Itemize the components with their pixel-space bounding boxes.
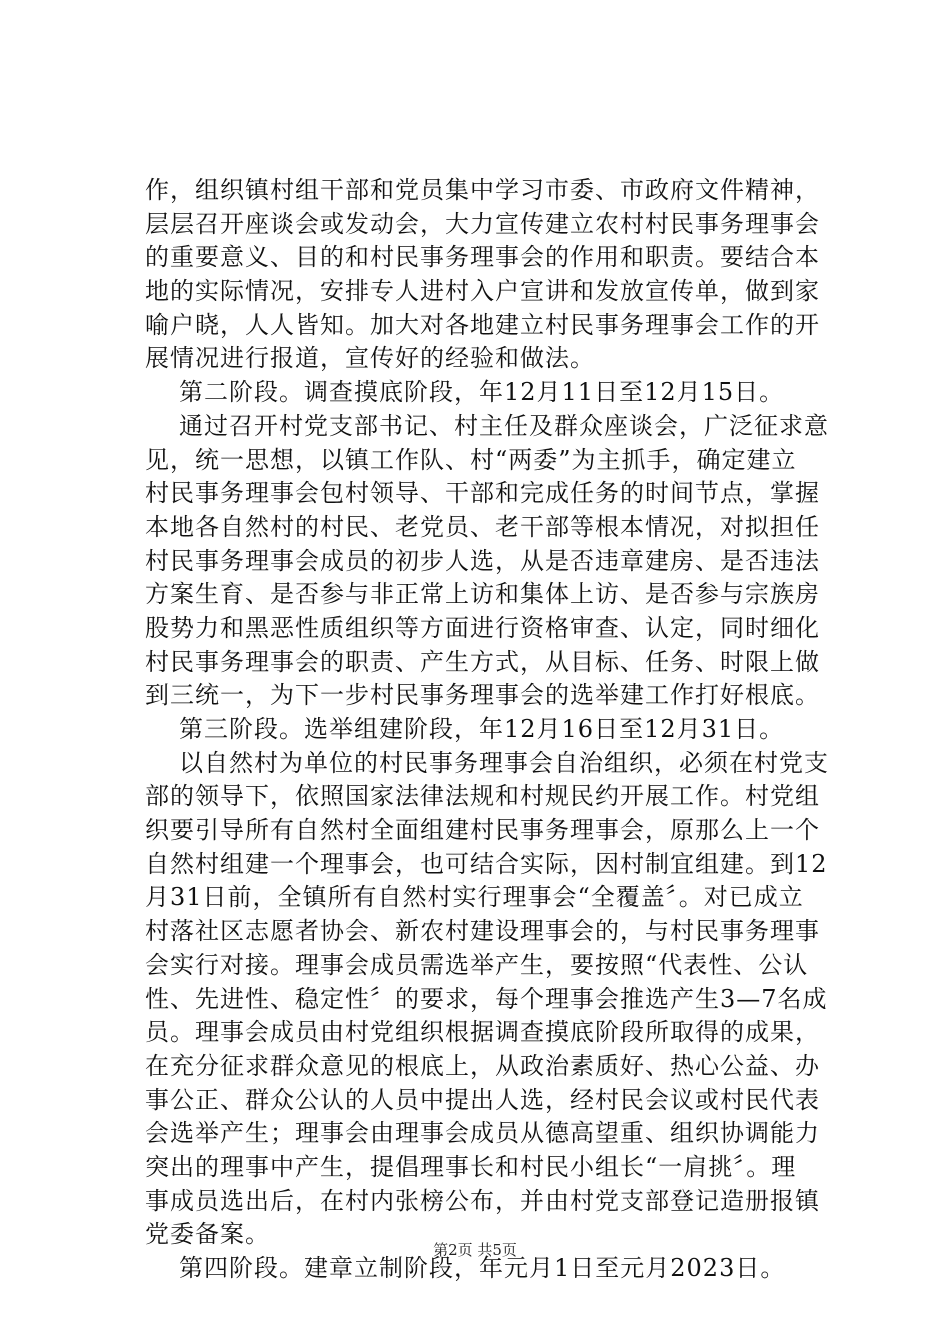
text-line: 村民事务理事会包村领导、干部和完成任务的时间节点，掌握 — [145, 479, 820, 508]
document-body — [145, 174, 829, 1286]
text-line: 自然村组建一个理事会，也可结合实际，因村制宜组建。到12 — [145, 849, 828, 878]
text-line: 事成员选出后，在村内张榜公布，并由村党支部登记造册报镇 — [145, 1186, 820, 1215]
text-line: 到三统一，为下一步村民事务理事会的选举建工作打好根底。 — [145, 681, 820, 710]
text-line: 村民事务理事会的职责、产生方式，从目标、任务、时限上做 — [145, 647, 820, 676]
text-line: 地的实际情况，安排专人进村入户宣讲和发放宣传单，做到家 — [145, 277, 820, 306]
text-line: 在充分征求群众意见的根底上，从政治素质好、热心公益、办 — [145, 1051, 820, 1080]
text-line: 村落社区志愿者协会、新农村建设理事会的，与村民事务理事 — [145, 917, 820, 946]
paragraph-first-line: 以自然村为单位的村民事务理事会自治组织，必须在村党支 — [179, 748, 829, 777]
text-line: 性、先进性、稳定性〞的要求，每个理事会推选产生3—7名成 — [145, 984, 828, 1013]
text-line: 月31日前，全镇所有自然村实行理事会“全覆盖〞。对已成立 — [145, 883, 804, 912]
text-line: 喻户晓，人人皆知。加大对各地建立村民事务理事会工作的开 — [145, 310, 820, 339]
text-line: 见，统一思想，以镇工作队、村“两委”为主抓手，确定建立 — [145, 445, 797, 474]
text-line: 部的领导下，依照国家法律法规和村规民约开展工作。村党组 — [145, 782, 820, 811]
text-line: 党委备案。 — [145, 1220, 270, 1249]
section-heading-stage-2: 第二阶段。调查摸底阶段，年12月11日至12月15日。 — [179, 378, 785, 407]
text-line: 展情况进行报道，宣传好的经验和做法。 — [145, 344, 595, 373]
section-heading-stage-4: 第四阶段。建章立制阶段，年元月1日至元月2023日。 — [179, 1254, 786, 1282]
text-line: 员。理事会成员由村党组织根据调查摸底阶段所取得的成果， — [145, 1018, 820, 1047]
text-line: 织要引导所有自然村全面组建村民事务理事会，原那么上一个 — [145, 816, 820, 845]
paragraph-first-line: 通过召开村党支部书记、村主任及群众座谈会，广泛征求意 — [179, 411, 829, 440]
text-line: 会实行对接。理事会成员需选举产生，要按照“代表性、公认 — [145, 950, 809, 979]
text-line: 本地各自然村的村民、老党员、老干部等根本情况，对拟担任 — [145, 512, 820, 541]
text-line: 的重要意义、目的和村民事务理事会的作用和职责。要结合本 — [145, 243, 820, 272]
text-line: 事公正、群众公认的人员中提出人选，经村民会议或村民代表 — [145, 1085, 820, 1114]
text-line: 方案生育、是否参与非正常上访和集体上访、是否参与宗族房 — [145, 580, 820, 609]
text-line: 层层召开座谈会或发动会，大力宣传建立农村村民事务理事会 — [145, 209, 820, 238]
section-heading-stage-3: 第三阶段。选举组建阶段，年12月16日至12月31日。 — [179, 715, 785, 743]
text-line: 股势力和黑恶性质组织等方面进行资格审查、认定，同时细化 — [145, 613, 820, 642]
text-line: 突出的理事中产生，提倡理事长和村民小组长“一肩挑〞。理 — [145, 1152, 797, 1181]
text-line: 会选举产生；理事会由理事会成员从德高望重、组织协调能力 — [145, 1119, 820, 1148]
page-number-footer: 第2页 共5页 — [433, 1241, 517, 1259]
text-line: 作，组织镇村组干部和党员集中学习市委、市政府文件精神， — [145, 176, 820, 204]
text-line: 村民事务理事会成员的初步人选，从是否违章建房、是否违法 — [145, 546, 820, 575]
